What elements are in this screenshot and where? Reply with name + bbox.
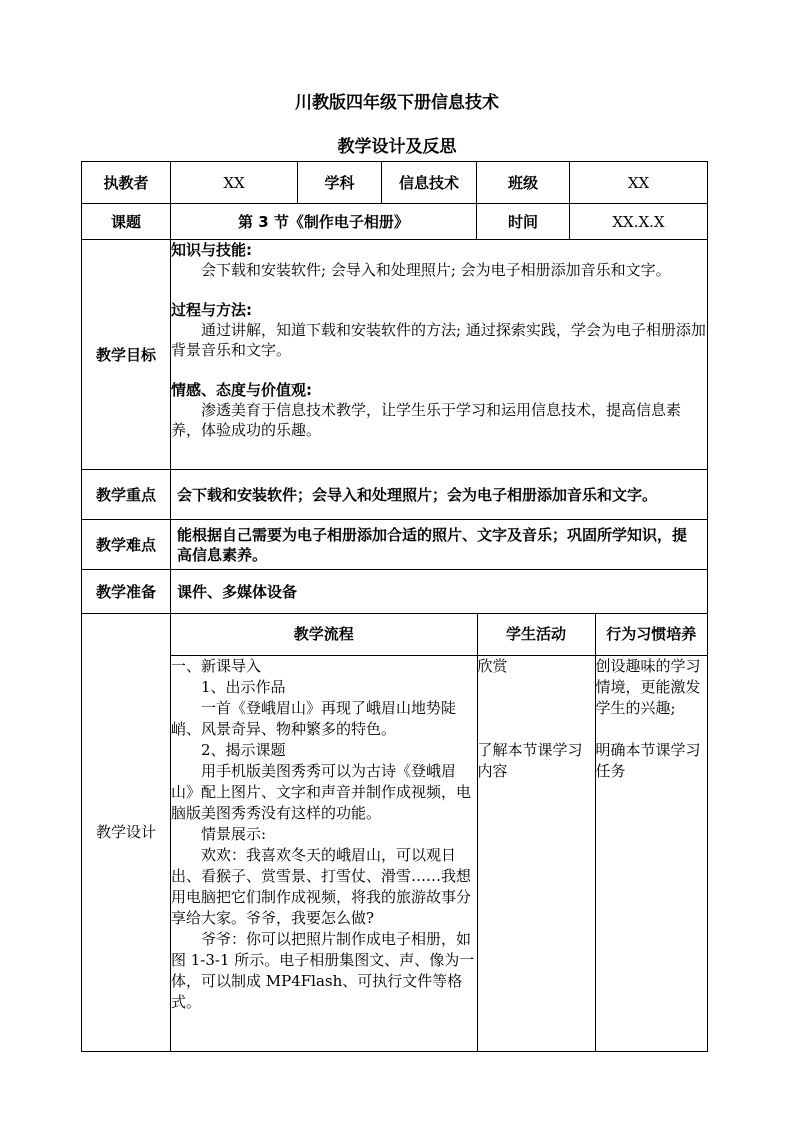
objectives-label: 教学目标: [82, 240, 171, 470]
activity-content: [477, 656, 595, 1051]
document-subtitle: 教学设计及反思: [337, 137, 457, 157]
difficulties-label: 教学难点: [82, 520, 171, 570]
activity-item: 欣赏: [477, 657, 508, 675]
flow-line: 2、揭示课题: [201, 741, 286, 759]
activity-column-header: 学生活动: [477, 614, 595, 656]
flow-line: 1、出示作品: [201, 678, 286, 696]
class-label: 班级: [477, 162, 570, 204]
knowledge-text: 会下载和安装软件; 会导入和处理照片; 会为电子相册添加音乐和文字。: [201, 261, 671, 279]
subject-label: 学科: [298, 162, 382, 204]
habit-item: 创设趣味的学习情境，更能激发学生的兴趣;: [595, 657, 701, 717]
design-table: [171, 614, 707, 1051]
emotion-heading: 情感、态度与价值观:: [171, 381, 312, 399]
time-value: XX.X.X: [570, 204, 708, 240]
preparation-label: 教学准备: [82, 570, 171, 614]
class-value: XX: [570, 162, 708, 204]
flow-line: 情景展示:: [201, 825, 267, 843]
knowledge-heading: 知识与技能:: [171, 241, 252, 259]
emotion-text: 渗透美育于信息技术教学，让学生乐于学习和运用信息技术，提高信息素养，体验成功的乐趣。: [171, 401, 682, 439]
objectives-content: [171, 240, 708, 470]
lesson-plan-table: [81, 161, 708, 1052]
flow-line: 一、新课导入: [171, 657, 262, 675]
time-label: 时间: [477, 204, 570, 240]
habit-content: [595, 656, 707, 1051]
teacher-label: 执教者: [82, 162, 171, 204]
process-heading: 过程与方法:: [171, 301, 252, 319]
flow-line: 欢欢：我喜欢冬天的峨眉山，可以观日出、看猴子、赏雪景、打雪仗、滑雪……我想用电脑把它们制作成视频，将我的旅游故事分享给大家。爷爷，我要怎么做?: [171, 846, 472, 927]
document-title: 川教版四年级下册信息技术: [295, 93, 499, 113]
topic-label: 课题: [82, 204, 171, 240]
flow-line: 一首《登峨眉山》再现了峨眉山地势陡峭、风景奇异、物种繁多的特色。: [171, 699, 457, 738]
design-label: 教学设计: [82, 614, 171, 1052]
flow-line: 爷爷：你可以把照片制作成电子相册，如图 1-3-1 所示。电子相册集图文、声、像为一体，可以制成 MP4Flash、可执行文件等格式。: [171, 930, 475, 1011]
flow-content: [171, 656, 477, 1051]
habit-item: 明确本节课学习任务: [595, 741, 701, 780]
difficulties-text: 能根据自己需要为电子相册添加合适的照片、文字及音乐；巩固所学知识，提高信息素养。: [171, 520, 708, 570]
process-text: 通过讲解，知道下载和安装软件的方法; 通过探索实践，学会为电子相册添加背景音乐和文字。: [171, 321, 706, 359]
key-points-text: 会下载和安装软件；会导入和处理照片；会为电子相册添加音乐和文字。: [171, 470, 708, 520]
topic-value: 第 3 节《制作电子相册》: [171, 204, 477, 240]
flow-column-header: 教学流程: [171, 614, 477, 656]
teacher-value: XX: [171, 162, 298, 204]
key-points-label: 教学重点: [82, 470, 171, 520]
preparation-text: 课件、多媒体设备: [171, 570, 708, 614]
subject-value: 信息技术: [382, 162, 477, 204]
activity-item: 了解本节课学习内容: [477, 741, 583, 780]
flow-line: 用手机版美图秀秀可以为古诗《登峨眉山》配上图片、文字和声音并制作成视频，电脑版美图秀秀没有这样的功能。: [171, 762, 472, 822]
design-content: [171, 614, 708, 1052]
habit-column-header: 行为习惯培养: [595, 614, 707, 656]
